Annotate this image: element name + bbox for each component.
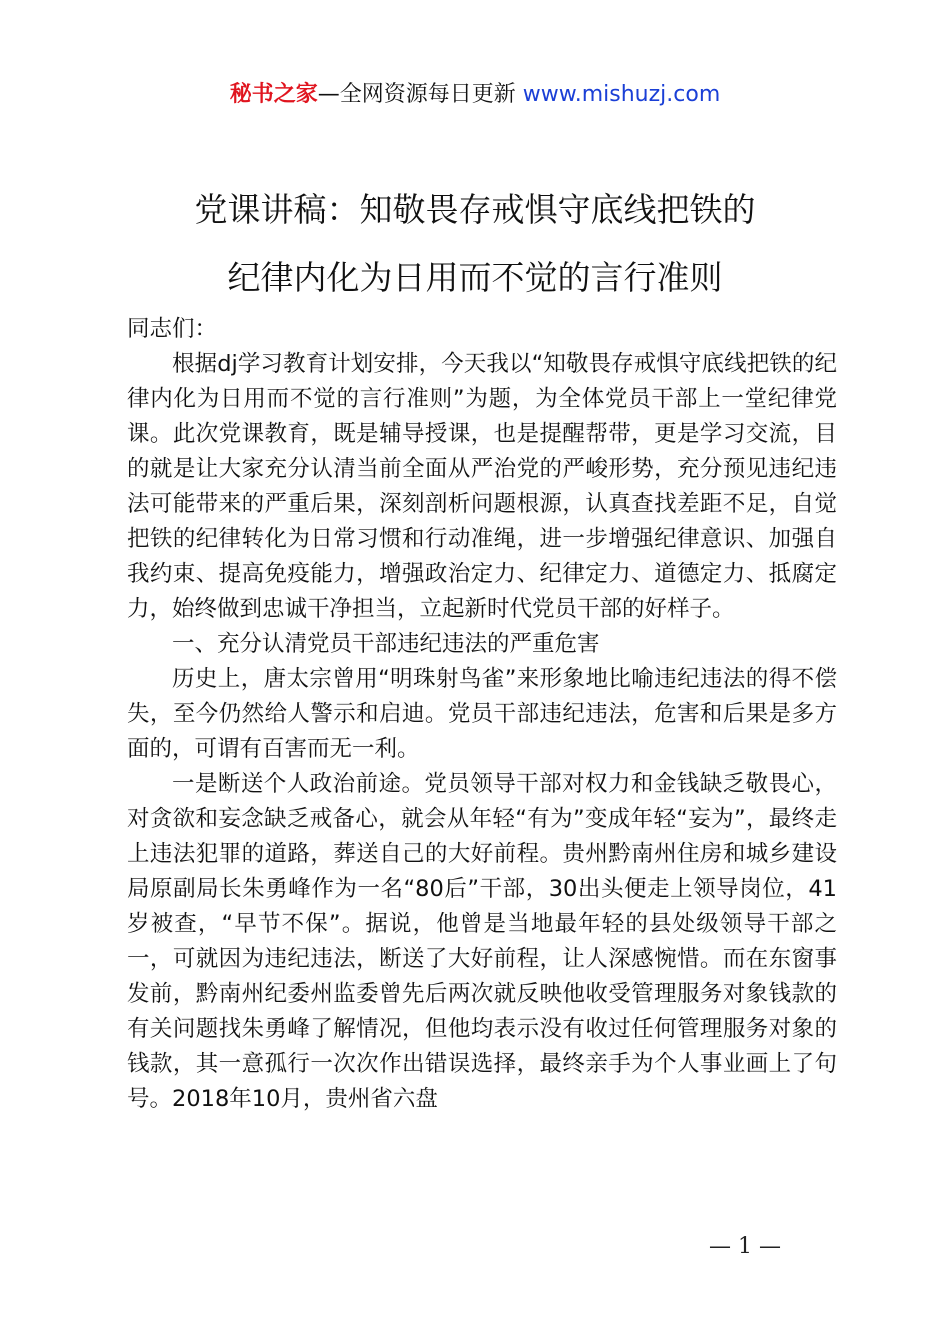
page-number: — 1 —: [709, 1234, 781, 1259]
brand-name: 秘书之家: [229, 82, 318, 107]
site-header: [0, 78, 950, 112]
section-heading-1: 一、充分认清党员干部违纪违法的严重危害: [172, 631, 600, 657]
paragraph-point-1: 一是断送个人政治前途。党员领导干部对权力和金钱缺乏敬畏心，对贪欲和妄念缺乏戒备心，就会从年轻“有为”变成年轻“妄为”，最终走上违法犯罪的道路，葬送自己的大好前程。贵州黔南州住房和城乡建设局原副局长朱勇峰作为一名“80后”干部，30出头便走上领导岗位，41岁被查，“早节不保”。据说，他曾是当地最年轻的县处级领导干部之一，可就因为违纪违法，断送了大好前程，让人深感惋惜。而在东窗事发前，黔南州纪委州监委曾先后两次就反映他收受管理服务对象钱款的有关问题找朱勇峰了解情况，但他均表示没有收过任何管理服务对象的钱款，其一意孤行一次次作出错误选择，最终亲手为个人事业画上了句号。2018年10月，贵州省六盘: [127, 771, 837, 1112]
document-title-line-1: 党课讲稿：知敬畏存戒惧守底线把铁的: [194, 190, 756, 229]
salutation: 同志们：: [127, 316, 218, 342]
paragraph-intro: 根据dj学习教育计划安排，今天我以“知敬畏存戒惧守底线把铁的纪律内化为日用而不觉的言行准则”为题，为全体党员干部上一堂纪律党课。此次党课教育，既是辅导授课，也是提醒帮带，更是学习交流，目的就是让大家充分认清当前全面从严治党的严峻形势，充分预见违纪违法可能带来的严重后果，深刻剖析问题根源，认真查找差距不足，自觉把铁的纪律转化为日常习惯和行动准绳，进一步增强纪律意识、加强自我约束、提高免疫能力，增强政治定力、纪律定力、道德定力、抵腐定力，始终做到忠诚干净担当，立起新时代党员干部的好样子。: [127, 351, 837, 622]
document-title-line-2: 纪律内化为日用而不觉的言行准则: [227, 258, 723, 297]
header-slogan: —全网资源每日更新: [317, 82, 516, 107]
document-body: [127, 312, 837, 1117]
site-url[interactable]: www.mishuzj.com: [522, 82, 721, 107]
paragraph-history: 历史上，唐太宗曾用“明珠射鸟雀”来形象地比喻违纪违法的得不偿失，至今仍然给人警示和启迪。党员干部违纪违法，危害和后果是多方面的，可谓有百害而无一利。: [127, 666, 837, 762]
